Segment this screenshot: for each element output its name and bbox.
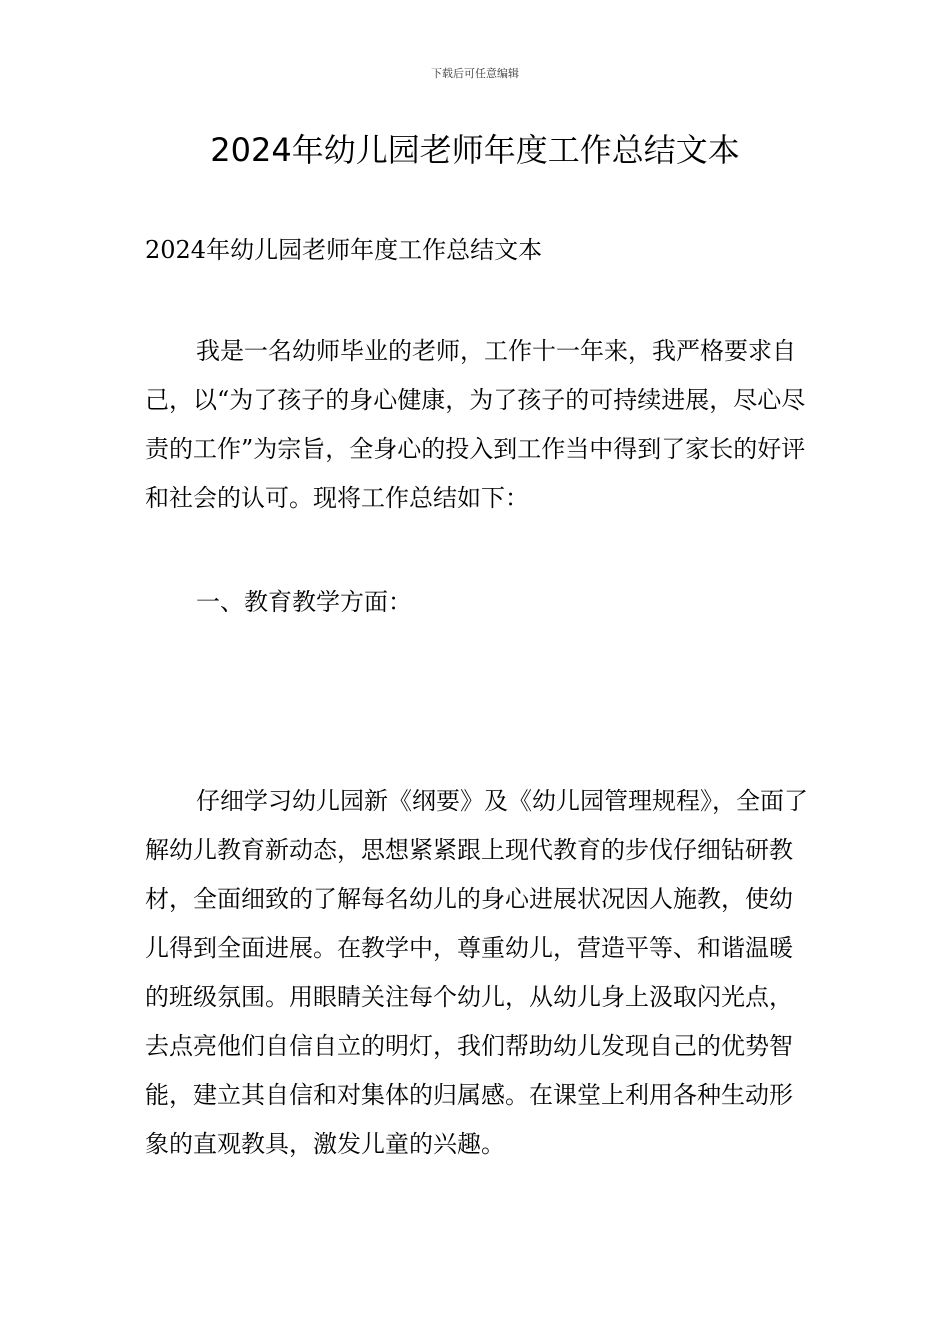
paragraph-intro: 我是一名幼师毕业的老师，工作十一年来，我严格要求自己，以“为了孩子的身心健康，为了孩子的可持续进展，尽心尽责的工作”为宗旨，全身心的投入到工作当中得到了家长的好评和社会的认可。现将工作总结如下： [145, 337, 806, 512]
paragraph-teaching: 仔细学习幼儿园新《纲要》及《幼儿园管理规程》，全面了解幼儿教育新动态，思想紧紧跟上现代教育的步伐仔细钻研教材，全面细致的了解每名幼儿的身心进展状况因人施教，使幼儿得到全面进展。在教学中，尊重幼儿，营造平等、和谐温暖的班级氛围。用眼睛关注每个幼儿，从幼儿身上汲取闪光点，去点亮他们自信自立的明灯，我们帮助幼儿发现自己的优势智能，建立其自信和对集体的归属感。在课堂上利用各种生动形象的直观教具，激发儿童的兴趣。 [145, 787, 808, 1158]
document-subtitle: 2024年幼儿园老师年度工作总结文本 [145, 236, 543, 264]
section-heading-teaching: 一、教育教学方面： [196, 588, 412, 616]
header-note: 下载后可任意编辑 [431, 67, 519, 80]
document-title: 2024年幼儿园老师年度工作总结文本 [210, 131, 740, 169]
